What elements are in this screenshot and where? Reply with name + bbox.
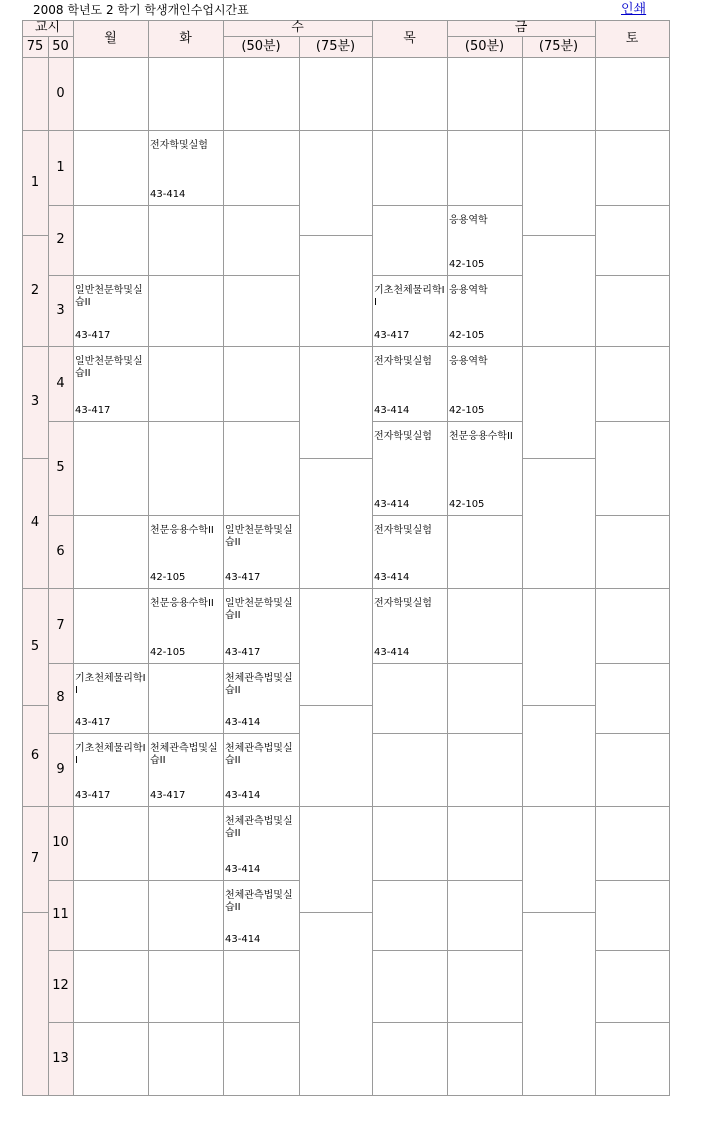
grid-line xyxy=(22,57,670,58)
page-title: 2008 학년도 2 학기 학생개인수업시간표 xyxy=(33,3,249,17)
period-50-label: 0 xyxy=(56,86,65,101)
grid-line xyxy=(595,515,670,516)
class-entry[interactable] xyxy=(150,525,221,584)
class-room: 43-417 xyxy=(374,330,410,341)
grid-line xyxy=(223,205,300,206)
class-room: 42-105 xyxy=(150,647,186,658)
grid-line xyxy=(447,421,523,422)
period-50-label: 5 xyxy=(56,460,65,475)
class-name: 기초천체물리학II xyxy=(374,285,445,308)
grid-line xyxy=(595,346,670,347)
class-room: 43-417 xyxy=(225,647,261,658)
grid-line xyxy=(299,346,373,347)
grid-line xyxy=(372,205,448,206)
print-link[interactable]: 인쇄 xyxy=(621,2,647,17)
grid-line xyxy=(73,806,149,807)
grid-line xyxy=(447,588,523,589)
grid-line xyxy=(223,421,300,422)
grid-line xyxy=(73,733,149,734)
grid-line xyxy=(148,1022,224,1023)
grid-line xyxy=(595,1022,670,1023)
grid-line xyxy=(372,588,448,589)
grid-line xyxy=(22,1095,670,1096)
class-room: 42-105 xyxy=(449,330,485,341)
class-name: 일반천문학및실습II xyxy=(225,598,293,621)
grid-line xyxy=(522,346,596,347)
class-name: 전자학및실험 xyxy=(150,140,208,151)
period-75-label: 2 xyxy=(30,283,40,298)
grid-line xyxy=(447,663,523,664)
period-75-label: 4 xyxy=(30,515,40,530)
class-room: 43-417 xyxy=(75,405,111,416)
class-entry[interactable] xyxy=(449,356,520,417)
class-room: 43-414 xyxy=(225,717,261,728)
grid-line xyxy=(148,421,224,422)
grid-line xyxy=(595,663,670,664)
grid-line xyxy=(148,733,224,734)
grid-line xyxy=(372,130,448,131)
grid-line xyxy=(595,806,670,807)
grid-line xyxy=(299,806,373,807)
class-room: 43-417 xyxy=(75,330,111,341)
grid-line xyxy=(522,458,596,459)
grid-line xyxy=(223,346,300,347)
class-entry[interactable] xyxy=(75,743,146,802)
grid-line xyxy=(148,588,224,589)
class-entry[interactable] xyxy=(75,285,146,342)
grid-line xyxy=(595,950,670,951)
class-name: 응용역학 xyxy=(449,356,488,367)
class-name: 전자학및실험 xyxy=(374,598,432,609)
grid-line xyxy=(73,346,149,347)
grid-line xyxy=(372,275,448,276)
grid-line xyxy=(595,421,670,422)
grid-line xyxy=(372,20,373,1096)
grid-line xyxy=(148,880,224,881)
class-entry[interactable] xyxy=(449,215,520,271)
class-name: 천문응용수학II xyxy=(150,525,214,536)
grid-line xyxy=(372,421,448,422)
grid-line xyxy=(73,130,149,131)
grid-line xyxy=(595,588,670,589)
period-50-label: 7 xyxy=(56,618,65,633)
class-name: 일반천문학및실습II xyxy=(75,356,143,379)
grid-line xyxy=(447,733,523,734)
class-entry[interactable] xyxy=(150,140,221,201)
period-75-label: 6 xyxy=(30,748,40,763)
class-entry[interactable] xyxy=(75,356,146,417)
period-50-label: 4 xyxy=(56,376,65,391)
grid-line xyxy=(223,880,300,881)
period-50-label: 8 xyxy=(56,690,65,705)
grid-line xyxy=(595,205,670,206)
class-room: 43-414 xyxy=(225,790,261,801)
grid-line xyxy=(223,663,300,664)
period-75-label: 1 xyxy=(30,175,40,190)
class-entry[interactable] xyxy=(374,356,445,417)
period-50-label: 3 xyxy=(56,303,65,318)
class-name: 전자학및실험 xyxy=(374,525,432,536)
grid-line xyxy=(522,588,596,589)
grid-line xyxy=(299,705,373,706)
grid-line xyxy=(447,130,523,131)
class-name: 천체관측법및실습II xyxy=(225,816,293,839)
header-wed: 수 xyxy=(291,20,304,35)
grid-line xyxy=(447,275,523,276)
grid-line xyxy=(299,235,373,236)
grid-line xyxy=(299,912,373,913)
grid-line xyxy=(148,806,224,807)
grid-line xyxy=(223,806,300,807)
class-name: 천체관측법및실습II xyxy=(225,743,293,766)
class-name: 일반천문학및실습II xyxy=(75,285,143,308)
class-name: 천문응용수학II xyxy=(150,598,214,609)
header-fri: 금 xyxy=(514,20,528,35)
class-name: 기초천체물리학II xyxy=(75,743,146,766)
grid-line xyxy=(372,880,448,881)
class-name: 천문응용수학II xyxy=(449,431,513,442)
class-room: 42-105 xyxy=(449,259,485,270)
header-sat: 토 xyxy=(625,31,639,46)
class-entry[interactable] xyxy=(225,673,297,729)
period-50-label: 10 xyxy=(52,835,69,850)
grid-line xyxy=(73,515,149,516)
header-tue: 화 xyxy=(179,31,192,46)
class-name: 전자학및실험 xyxy=(374,431,432,442)
grid-line xyxy=(299,36,300,1096)
period-75-label: 5 xyxy=(30,639,40,654)
grid-line xyxy=(148,275,224,276)
grid-line xyxy=(148,663,224,664)
grid-line xyxy=(148,130,224,131)
grid-line xyxy=(299,588,373,589)
grid-line xyxy=(372,663,448,664)
grid-line xyxy=(73,20,74,1096)
class-name: 응용역학 xyxy=(449,285,488,296)
header-period: 교시 xyxy=(34,20,61,35)
period-50-label: 13 xyxy=(52,1051,69,1066)
class-entry[interactable] xyxy=(374,285,445,342)
grid-line xyxy=(299,458,373,459)
grid-line xyxy=(522,130,596,131)
grid-line xyxy=(73,588,149,589)
class-name: 일반천문학및실습II xyxy=(225,525,293,548)
period-50-label: 12 xyxy=(52,978,69,993)
class-entry[interactable] xyxy=(150,598,221,659)
class-name: 천체관측법및실습II xyxy=(225,673,293,696)
grid-line xyxy=(372,346,448,347)
grid-line xyxy=(522,36,523,1096)
class-name: 기초천체물리학II xyxy=(75,673,146,696)
grid-line xyxy=(223,130,300,131)
grid-line xyxy=(73,1022,149,1023)
class-entry[interactable] xyxy=(449,285,520,342)
grid-line xyxy=(223,1022,300,1023)
period-75-label: 3 xyxy=(30,394,40,409)
grid-line xyxy=(372,1022,448,1023)
grid-line xyxy=(447,346,523,347)
grid-line xyxy=(522,235,596,236)
class-room: 42-105 xyxy=(449,499,485,510)
grid-line xyxy=(223,515,300,516)
class-name: 천체관측법및실습II xyxy=(225,890,293,913)
grid-line xyxy=(223,275,300,276)
class-entry[interactable] xyxy=(449,431,520,511)
class-room: 43-414 xyxy=(374,405,410,416)
header-50: 50 xyxy=(52,39,69,54)
period-50-label: 11 xyxy=(52,907,69,922)
grid-line xyxy=(148,515,224,516)
class-room: 43-414 xyxy=(374,499,410,510)
class-room: 43-417 xyxy=(225,572,261,583)
grid-line xyxy=(447,806,523,807)
grid-line xyxy=(73,880,149,881)
class-entry[interactable] xyxy=(75,673,146,729)
class-room: 43-417 xyxy=(75,717,111,728)
class-entry[interactable] xyxy=(374,431,445,511)
class-entry[interactable] xyxy=(374,598,445,659)
grid-line xyxy=(22,912,49,913)
header-thu: 목 xyxy=(403,31,416,46)
grid-line xyxy=(669,20,670,1096)
period-50-label: 9 xyxy=(56,762,65,777)
header-fri-50: (50분) xyxy=(464,39,505,54)
class-room: 42-105 xyxy=(449,405,485,416)
period-50-label: 6 xyxy=(56,544,65,559)
grid-line xyxy=(223,20,224,1096)
header-mon: 월 xyxy=(104,31,117,46)
class-room: 43-414 xyxy=(150,189,186,200)
grid-line xyxy=(372,950,448,951)
grid-line xyxy=(595,733,670,734)
grid-line xyxy=(372,515,448,516)
grid-line xyxy=(372,733,448,734)
grid-line xyxy=(522,806,596,807)
header-fri-75: (75분) xyxy=(538,39,579,54)
class-name: 전자학및실험 xyxy=(374,356,432,367)
grid-line xyxy=(447,950,523,951)
class-entry[interactable] xyxy=(374,525,445,584)
grid-line xyxy=(73,950,149,951)
class-name: 천체관측법및실습II xyxy=(150,743,218,766)
grid-line xyxy=(73,275,149,276)
grid-line xyxy=(522,705,596,706)
grid-line xyxy=(447,880,523,881)
period-50-label: 1 xyxy=(56,160,65,175)
grid-line xyxy=(372,806,448,807)
grid-line xyxy=(223,950,300,951)
class-room: 43-417 xyxy=(150,790,186,801)
grid-line xyxy=(299,130,373,131)
grid-line xyxy=(223,733,300,734)
class-entry[interactable] xyxy=(225,598,297,659)
grid-line xyxy=(447,205,523,206)
grid-line xyxy=(73,205,149,206)
grid-line xyxy=(595,880,670,881)
grid-line xyxy=(73,421,149,422)
grid-line xyxy=(148,950,224,951)
grid-line xyxy=(447,20,448,1096)
class-entry[interactable] xyxy=(225,890,297,946)
class-room: 43-414 xyxy=(225,934,261,945)
class-room: 43-414 xyxy=(374,647,410,658)
class-entry[interactable] xyxy=(225,525,297,584)
class-name: 응용역학 xyxy=(449,215,488,226)
class-room: 42-105 xyxy=(150,572,186,583)
class-room: 43-414 xyxy=(374,572,410,583)
grid-line xyxy=(148,205,224,206)
class-entry[interactable] xyxy=(225,743,297,802)
period-75-label: 7 xyxy=(30,851,40,866)
class-room: 43-417 xyxy=(75,790,111,801)
header-wed-50: (50분) xyxy=(241,39,281,54)
grid-line xyxy=(595,275,670,276)
grid-line xyxy=(595,20,596,1096)
class-entry[interactable] xyxy=(150,743,221,802)
grid-line xyxy=(148,20,149,1096)
grid-line xyxy=(522,912,596,913)
grid-line xyxy=(595,130,670,131)
grid-line xyxy=(447,1022,523,1023)
header-wed-75: (75분) xyxy=(315,39,356,54)
grid-line xyxy=(73,663,149,664)
period-50-label: 2 xyxy=(56,232,65,247)
grid-line xyxy=(223,588,300,589)
header-75: 75 xyxy=(26,39,44,54)
grid-line xyxy=(148,346,224,347)
class-room: 43-414 xyxy=(225,864,261,875)
grid-line xyxy=(447,515,523,516)
class-entry[interactable] xyxy=(225,816,297,876)
